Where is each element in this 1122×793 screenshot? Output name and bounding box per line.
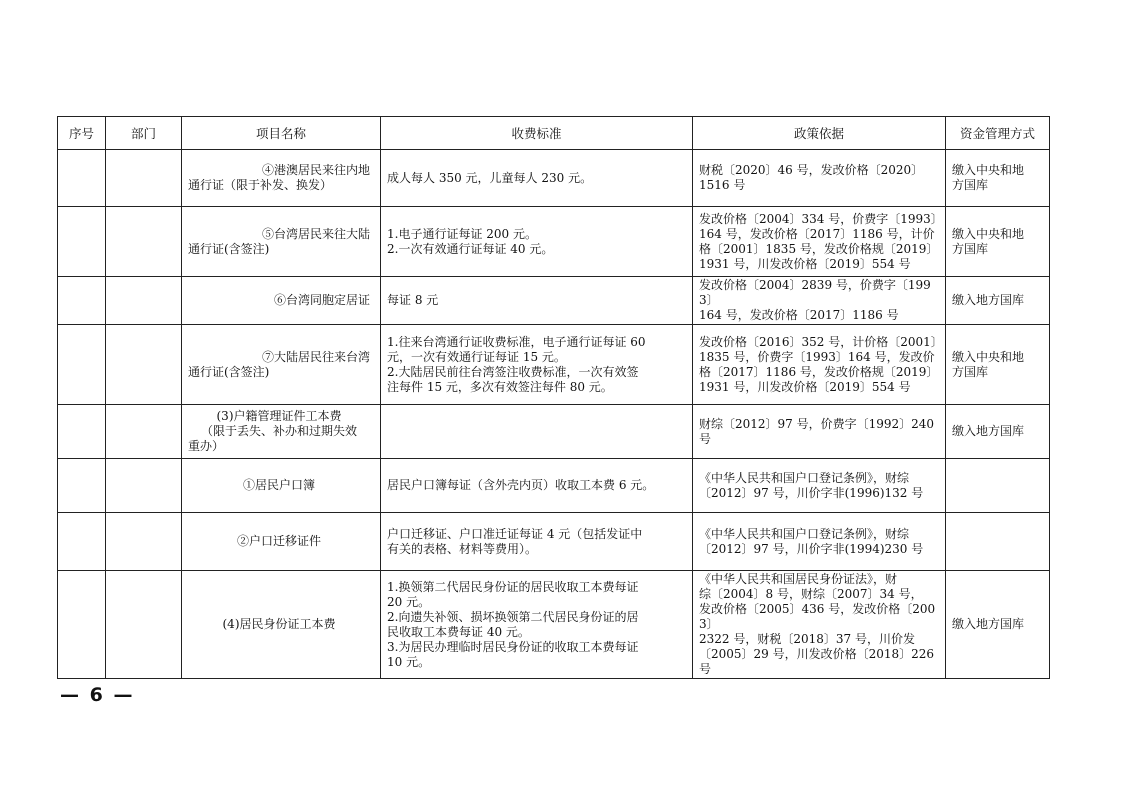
fee-standard-cell	[381, 405, 693, 459]
fund-management-cell	[946, 207, 1050, 277]
fund-management-line: 缴入中央和地	[952, 163, 1025, 177]
policy-basis-line: 发改价格〔2005〕436 号，发改价格〔2003〕	[699, 602, 936, 631]
department-cell	[106, 405, 182, 459]
item-name-line: 通行证(含签注)	[188, 364, 270, 379]
table-row	[58, 405, 1050, 459]
fund-management-line: 缴入地方国库	[952, 293, 1025, 307]
fee-standard-cell	[381, 513, 693, 571]
policy-basis-line: 2322 号，财税〔2018〕37 号，川价发	[699, 632, 915, 646]
fee-standard-line: 2.一次有效通行证每证 40 元。	[387, 241, 554, 256]
policy-basis-line: 1516 号	[699, 178, 746, 192]
policy-basis-cell	[693, 405, 946, 459]
fee-standard-line: 成人每人 350 元，儿童每人 230 元。	[387, 170, 593, 185]
seq-cell	[58, 571, 106, 679]
policy-basis-line: 发改价格〔2004〕2839 号，价费字〔1993〕	[699, 278, 931, 307]
fee-standard-cell	[381, 277, 693, 325]
policy-basis-line: 格〔2001〕1835 号，发改价格规〔2019〕	[699, 241, 939, 256]
item-name-line: 通行证（限于补发、换发）	[188, 178, 333, 192]
header-seq: 序号	[58, 117, 106, 150]
fund-management-line: 方国库	[952, 241, 989, 256]
fund-management-cell	[946, 459, 1050, 513]
item-name-line: ⑥台湾同胞定居证	[273, 293, 370, 307]
fund-management-line: 缴入地方国库	[952, 424, 1025, 438]
header-fund-management: 资金管理方式	[946, 117, 1050, 150]
policy-basis-line: 〔2005〕29 号，川发改价格〔2018〕226	[699, 647, 935, 661]
seq-cell	[58, 513, 106, 571]
fee-standard-cell	[381, 459, 693, 513]
item-name-line: (4)居民身份证工本费	[222, 617, 336, 631]
fee-standard-cell	[381, 571, 693, 679]
policy-basis-line: 格〔2017〕1186 号，发改价格规〔2019〕	[699, 364, 939, 379]
fund-management-line: 缴入中央和地	[952, 226, 1025, 241]
item-name-cell	[182, 571, 381, 679]
item-name-cell	[182, 325, 381, 405]
table-row	[58, 150, 1050, 207]
fee-standard-line: 每证 8 元	[387, 293, 439, 307]
fee-standard-line: 有关的表格、材料等费用）。	[387, 541, 538, 556]
fee-standard-cell	[381, 325, 693, 405]
policy-basis-line: 《中华人民共和国户口登记条例》，财综	[699, 526, 910, 541]
table-row	[58, 571, 1050, 679]
department-cell	[106, 325, 182, 405]
policy-basis-line: 〔2012〕97 号，川价字非(1996)132 号	[699, 485, 924, 500]
item-name-cell	[182, 277, 381, 325]
fund-management-line: 方国库	[952, 178, 989, 192]
fee-standard-line: 10 元。	[387, 654, 431, 669]
fund-management-line: 缴入中央和地	[952, 349, 1025, 364]
table-row	[58, 277, 1050, 325]
department-cell	[106, 513, 182, 571]
policy-basis-line: 164 号，发改价格〔2017〕1186 号，计价	[699, 226, 935, 241]
header-department: 部门	[106, 117, 182, 150]
fee-table	[57, 116, 1050, 679]
header-item-name: 项目名称	[182, 117, 381, 150]
department-cell	[106, 277, 182, 325]
policy-basis-line: 综〔2004〕8 号，财综〔2007〕34 号，	[699, 587, 923, 601]
item-name-line: ⑦大陆居民往来台湾	[261, 349, 370, 364]
header-fee-standard: 收费标准	[381, 117, 693, 150]
fund-management-cell	[946, 513, 1050, 571]
table-row	[58, 207, 1050, 277]
item-name-line: ②户口迁移证件	[236, 534, 321, 548]
policy-basis-line: 财综〔2012〕97 号，价费字〔1992〕240 号	[699, 416, 935, 446]
policy-basis-line: 号	[699, 662, 712, 676]
policy-basis-cell	[693, 277, 946, 325]
item-name-line: ④港澳居民来往内地	[261, 163, 370, 177]
policy-basis-line: 《中华人民共和国户口登记条例》，财综	[699, 470, 910, 485]
item-name-line: 重办）	[188, 439, 225, 453]
seq-cell	[58, 207, 106, 277]
seq-cell	[58, 150, 106, 207]
policy-basis-cell	[693, 459, 946, 513]
fund-management-cell	[946, 405, 1050, 459]
fee-standard-line: 20 元。	[387, 594, 431, 609]
page-number: — 6 —	[60, 684, 135, 706]
fund-management-cell	[946, 277, 1050, 325]
fee-standard-line: 民收取工本费每证 40 元。	[387, 624, 530, 639]
policy-basis-line: 财税〔2020〕46 号，发改价格〔2020〕	[699, 163, 924, 177]
fund-management-line: 缴入地方国库	[952, 617, 1025, 631]
item-name-line: ⑤台湾居民来往大陆	[261, 226, 370, 241]
fee-standard-line: 居民户口簿每证（含外壳内页）收取工本费 6 元。	[387, 478, 655, 492]
fee-standard-line: 1.往来台湾通行证收费标准，电子通行证每证 60	[387, 334, 646, 349]
item-name-line: ①居民户口簿	[242, 478, 315, 492]
item-name-cell	[182, 405, 381, 459]
policy-basis-line: 《中华人民共和国居民身份证法》，财	[699, 572, 898, 586]
table-row	[58, 325, 1050, 405]
fund-management-line: 方国库	[952, 364, 989, 379]
fee-standard-cell	[381, 207, 693, 277]
policy-basis-cell	[693, 150, 946, 207]
seq-cell	[58, 325, 106, 405]
policy-basis-line: 1931 号，川发改价格〔2019〕554 号	[699, 379, 911, 394]
policy-basis-cell	[693, 325, 946, 405]
item-name-line: 通行证(含签注)	[188, 241, 270, 256]
fee-standard-line: 注每件 15 元，多次有效签注每件 80 元。	[387, 379, 613, 394]
policy-basis-line: 164 号，发改价格〔2017〕1186 号	[699, 308, 899, 322]
fund-management-cell	[946, 571, 1050, 679]
item-name-cell	[182, 207, 381, 277]
department-cell	[106, 459, 182, 513]
seq-cell	[58, 459, 106, 513]
item-name-cell	[182, 459, 381, 513]
fee-standard-line: 2.大陆居民前往台湾签注收费标准，一次有效签	[387, 364, 639, 379]
table-row	[58, 513, 1050, 571]
policy-basis-line: 发改价格〔2016〕352 号，计价格〔2001〕	[699, 334, 943, 349]
header-policy-basis: 政策依据	[693, 117, 946, 150]
fee-standard-cell	[381, 150, 693, 207]
item-name-cell	[182, 513, 381, 571]
policy-basis-cell	[693, 571, 946, 679]
policy-basis-cell	[693, 513, 946, 571]
policy-basis-line: 〔2012〕97 号，川价字非(1994)230 号	[699, 541, 924, 556]
department-cell	[106, 150, 182, 207]
fee-standard-line: 户口迁移证、户口准迁证每证 4 元（包括发证中	[387, 526, 643, 541]
policy-basis-cell	[693, 207, 946, 277]
policy-basis-line: 1931 号，川发改价格〔2019〕554 号	[699, 256, 911, 271]
item-name-cell	[182, 150, 381, 207]
fund-management-cell	[946, 325, 1050, 405]
fee-standard-line: 1.换领第二代居民身份证的居民收取工本费每证	[387, 579, 639, 594]
seq-cell	[58, 277, 106, 325]
policy-basis-line: 发改价格〔2004〕334 号，价费字〔1993〕	[699, 211, 943, 226]
department-cell	[106, 571, 182, 679]
policy-basis-line: 1835 号，价费字〔1993〕164 号，发改价	[699, 349, 935, 364]
fund-management-cell	[946, 150, 1050, 207]
table-row	[58, 459, 1050, 513]
fee-standard-line: 1.电子通行证每证 200 元。	[387, 226, 537, 241]
department-cell	[106, 207, 182, 277]
seq-cell	[58, 405, 106, 459]
fee-standard-line: 3.为居民办理临时居民身份证的收取工本费每证	[387, 639, 639, 654]
table-header-row	[58, 117, 1050, 150]
item-name-line: （限于丢失、补办和过期失效	[200, 424, 357, 438]
fee-standard-line: 2.向遗失补领、损坏换领第二代居民身份证的居	[387, 609, 639, 624]
fee-standard-line: 元，一次有效通行证每证 15 元。	[387, 349, 566, 364]
item-name-line: (3)户籍管理证件工本费	[216, 409, 342, 423]
